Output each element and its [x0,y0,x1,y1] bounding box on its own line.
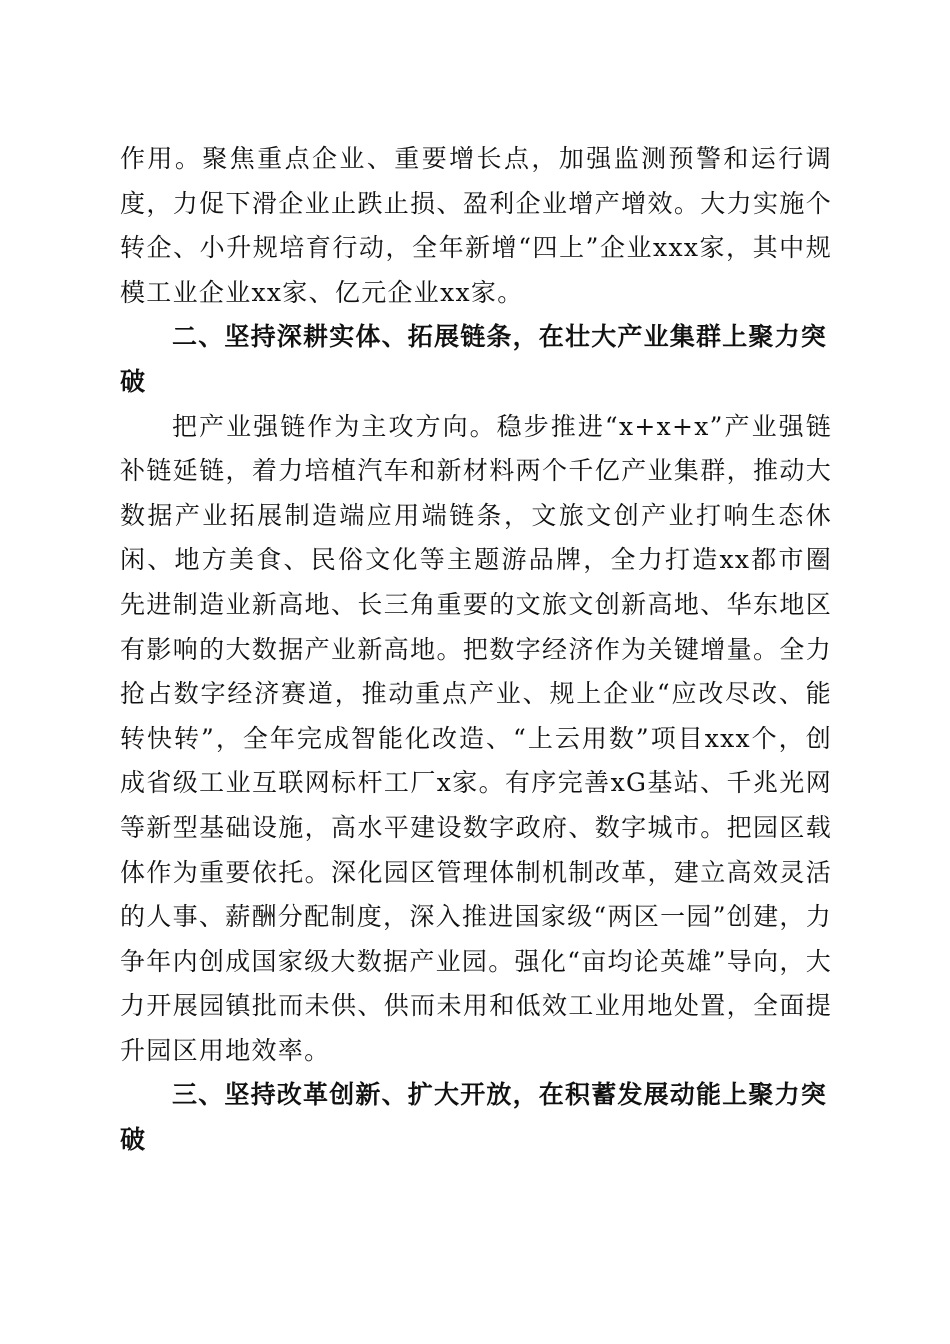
section-heading-2: 二、坚持深耕实体、拓展链条，在壮大产业集群上聚力突破 [120,322,828,396]
body-paragraph-continuation: 作用。聚焦重点企业、重要增长点，加强监测预警和运行调度，力促下滑企业止跌止损、盈利企业增产增效。大力实施个转企、小升规培育行动，全年新增“四上”企业xxx家，其中规模工业企业xx家、亿元企业xx家。 [120,144,832,307]
document-body [120,137,832,1163]
section-heading-3: 三、坚持改革创新、扩大开放，在积蓄发展动能上聚力突破 [120,1080,828,1155]
body-paragraph-section-2: 把产业强链作为主攻方向。稳步推进“x+x+x”产业强链补链延链，着力培植汽车和新材料两个千亿产业集群，推动大数据产业拓展制造端应用端链条，文旅文创产业打响生态休闲、地方美食、民俗文化等主题游品牌，全力打造xx都市圈先进制造业新高地、长三角重要的文旅文创新高地、华东地区有影响的大数据产业新高地。把数字经济作为关键增量。全力抢占数字经济赛道，推动重点产业、规上企业“应改尽改、能转快转”，全年完成智能化改造、“上云用数”项目xxx个，创成省级工业互联网标杆工厂x家。有序完善xG基站、千兆光网等新型基础设施，高水平建设数字政府、数字城市。把园区载体作为重要依托。深化园区管理体制机制改革，建立高效灵活的人事、薪酬分配制度，深入推进国家级“两区一园”创建，力争年内创成国家级大数据产业园。强化“亩均论英雄”导向，大力开展园镇批而未供、供而未用和低效工业用地处置，全面提升园区用地效率。 [120,411,832,1065]
